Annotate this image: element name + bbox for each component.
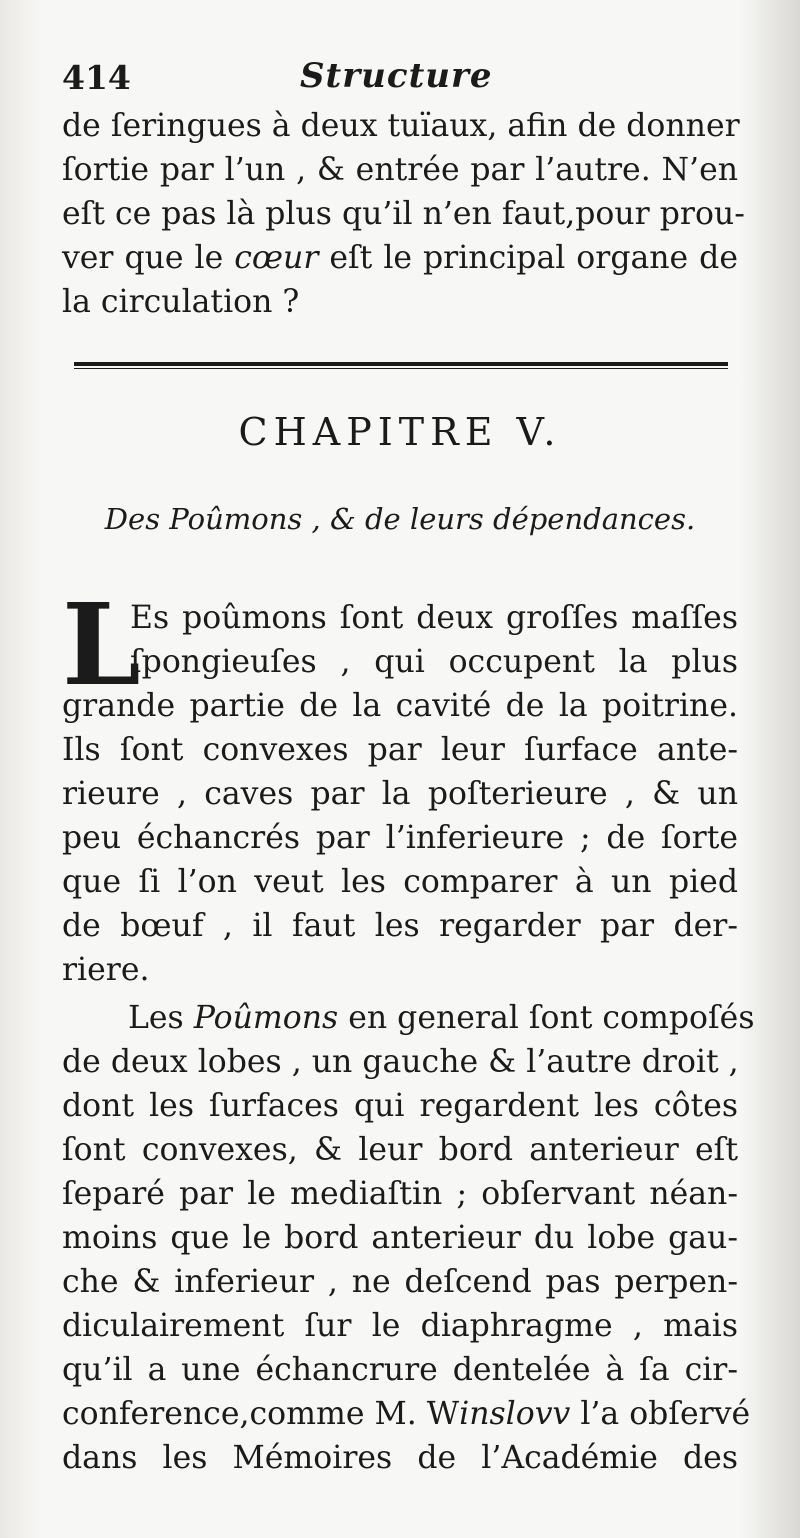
text-fragment: conference,comme M. W xyxy=(62,1396,460,1432)
italic-name-winslow: inslovv xyxy=(459,1396,571,1432)
text-line: riere. xyxy=(62,952,150,988)
drop-cap: L xyxy=(62,580,141,711)
text-line: qu’il a une échancrure dentelée à ſa cir- xyxy=(62,1352,738,1388)
text-line xyxy=(62,1392,751,1436)
text-line: che & inferieur , ne deſcend pas perpen- xyxy=(62,1264,738,1300)
text-line xyxy=(62,996,755,1040)
text-line: de ſeringues à deux tuïaux, afin de donner xyxy=(62,108,740,144)
text-line: eſt ce pas là plus qu’il n’en faut,pour prou- xyxy=(62,196,745,232)
text-line: ſeparé par le mediaſtin ; obſervant néan- xyxy=(62,1176,738,1212)
text-line: que ſi l’on veut les comparer à un pied xyxy=(62,864,738,900)
text-fragment: en general ſont compoſés xyxy=(348,1000,755,1036)
text-line: moins que le bord anterieur du lobe gau- xyxy=(62,1220,738,1256)
italic-word-poumons: Poûmons xyxy=(193,1000,339,1036)
text-fragment: eſt le principal organe de xyxy=(329,240,738,276)
text-line: Es poûmons ſont deux groſſes maſſes xyxy=(130,600,738,636)
section-divider xyxy=(74,362,728,369)
top-paragraph xyxy=(62,104,745,324)
text-line: la circulation ? xyxy=(62,284,300,320)
text-line: dont les ſurfaces qui regardent les côtes xyxy=(62,1088,738,1124)
text-line: rieure , caves par la poſterieure , & un xyxy=(62,776,738,812)
text-line: ſpongieuſes , qui occupent la plus xyxy=(130,644,738,680)
text-line: ſont convexes, & leur bord anterieur eſt xyxy=(62,1132,738,1168)
text-line: peu échancrés par l’inferieure ; de ſorte xyxy=(62,820,738,856)
text-fragment: ver que le xyxy=(62,240,224,276)
text-fragment: l’a obſervé xyxy=(580,1396,751,1432)
text-line: grande partie de la cavité de la poitrine. xyxy=(62,688,738,724)
text-line: ſortie par l’un , & entrée par l’autre. N’en xyxy=(62,152,738,188)
paragraph-poumons-intro xyxy=(62,580,738,992)
paragraph-poumons-lobes xyxy=(62,996,755,1480)
text-line: dans les Mémoires de l’Académie des xyxy=(62,1440,738,1476)
text-line xyxy=(62,236,738,280)
text-fragment: Les xyxy=(128,1000,184,1036)
chapter-heading: CHAPITRE V. xyxy=(238,410,562,454)
page-number: 414 xyxy=(62,58,131,97)
text-line: de bœuf , il faut les regarder par der- xyxy=(62,908,738,944)
text-line: diculairement ſur le diaphragme , mais xyxy=(62,1308,738,1344)
running-title: Structure xyxy=(300,56,493,96)
text-line: Ils ſont convexes par leur ſurface ante- xyxy=(62,732,738,768)
italic-word-coeur: cœur xyxy=(234,240,319,276)
text-line: de deux lobes , un gauche & l’autre droit , xyxy=(62,1044,739,1080)
running-header xyxy=(62,54,752,104)
chapter-subtitle: Des Poûmons , & de leurs dépendances. xyxy=(104,502,696,536)
